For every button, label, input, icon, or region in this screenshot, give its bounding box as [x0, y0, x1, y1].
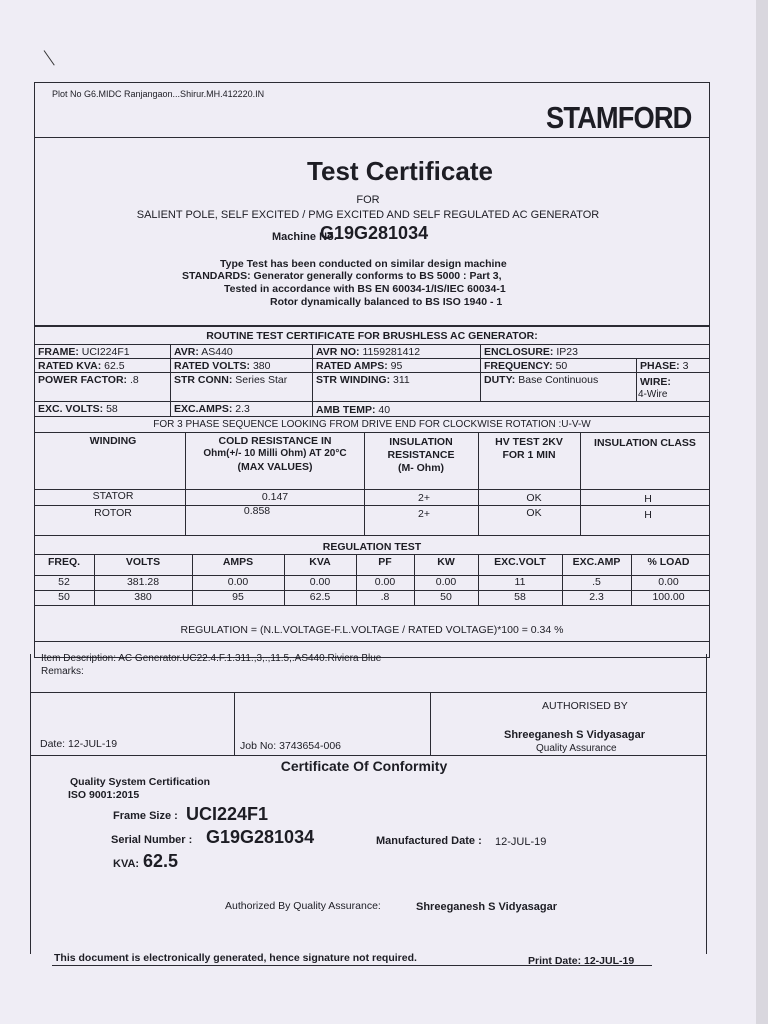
product-description: SALIENT POLE, SELF EXCITED / PMG EXCITED AND SELF REGULATED AC GENERATOR [136, 209, 600, 221]
regulation-header-cell: KVA [309, 556, 331, 568]
col-cold-2: Ohm(+/- 10 Milli Ohm) AT 20°C [203, 448, 347, 459]
frequency-field: FREQUENCY: 50 [484, 360, 568, 372]
rotor-cold: 0.858 [243, 505, 271, 517]
header-divider [34, 137, 710, 138]
regulation-heading: REGULATION TEST [322, 541, 422, 553]
col-hv-2: FOR 1 MIN [502, 449, 556, 461]
routine-heading: ROUTINE TEST CERTIFICATE FOR BRUSHLESS AC GENERATOR: [206, 330, 538, 342]
authorised-by: AUTHORISED BY [542, 700, 628, 712]
note-line-3: Tested in accordance with BS EN 60034-1/IS/IEC 60034-1 [224, 283, 506, 295]
qsc-label: Quality System Certification [70, 776, 211, 788]
stator-ins: 2+ [418, 492, 430, 504]
remarks: Remarks: [41, 666, 84, 677]
regulation-header-cell: EXC.AMP [572, 556, 621, 568]
regulation-cell: .8 [380, 591, 390, 603]
border-top [34, 82, 710, 83]
phase-sequence-note: FOR 3 PHASE SEQUENCE LOOKING FROM DRIVE END FOR CLOCKWISE ROTATION :U-V-W [153, 419, 591, 430]
regulation-header-cell: PF [378, 556, 392, 568]
stator-winding: STATOR [92, 490, 134, 502]
conformity-heading: Certificate Of Conformity [280, 758, 448, 774]
regulation-cell: 50 [440, 591, 452, 603]
footer-note: This document is electronically generated, hence signature not required. [54, 952, 417, 964]
iso-label: ISO 9001:2015 [68, 789, 140, 801]
border-left-upper [34, 82, 35, 658]
manufactured-date-value: 12-JUL-19 [495, 836, 547, 848]
regulation-cell: 0.00 [435, 576, 457, 588]
rated-kva-field: RATED KVA: 62.5 [38, 360, 125, 372]
frame-size-label: Frame Size : [113, 810, 178, 822]
regulation-header-cell: FREQ. [47, 556, 81, 568]
regulation-cell: 52 [58, 576, 70, 588]
exc-amps-field: EXC.AMPS: 2.3 [174, 403, 250, 415]
exc-volts-field: EXC. VOLTS: 58 [38, 403, 118, 415]
serial-value: G19G281034 [206, 827, 315, 847]
power-factor-field: POWER FACTOR: .8 [38, 374, 139, 386]
col-cold-3: (MAX VALUES) [237, 461, 313, 473]
avr-field: AVR: AS440 [174, 346, 233, 358]
str-winding-field: STR WINDING: 311 [316, 374, 410, 386]
brand-logo: STAMFORD [546, 100, 692, 135]
col-ins-1: INSULATION [389, 436, 453, 448]
signatory-dept: Quality Assurance [536, 743, 617, 754]
rotor-ins: 2+ [418, 508, 430, 520]
regulation-cell: 100.00 [652, 591, 685, 603]
col-winding: WINDING [89, 435, 137, 447]
col-ins-3: (M- Ohm) [397, 462, 445, 474]
regulation-cell: 381.28 [126, 576, 160, 588]
regulation-header-cell: KW [437, 556, 455, 568]
regulation-cell: 0.00 [227, 576, 249, 588]
note-line-4: Rotor dynamically balanced to BS ISO 1940 - 1 [270, 296, 503, 308]
serial-label: Serial Number : [111, 834, 193, 846]
stator-hv: OK [526, 492, 542, 504]
frame-field: FRAME: UCI224F1 [38, 346, 130, 358]
job-no: Job No: 3743654-006 [240, 740, 341, 752]
regulation-formula: REGULATION = (N.L.VOLTAGE-F.L.VOLTAGE / RATED VOLTAGE)*100 = 0.34 % [180, 624, 564, 636]
avr-no-field: AVR NO: 1159281412 [316, 346, 421, 358]
frame-size-value: UCI224F1 [186, 804, 269, 824]
machine-no-label: Machine No. [272, 231, 337, 243]
note-line-1: Type Test has been conducted on similar design machine [220, 258, 507, 270]
item-description: Item Description: AC Generator.UC22.4.F.1.311.,3,.,11.5,.AS440.Riviera Blue [41, 653, 382, 664]
sign-date: Date: 12-JUL-19 [40, 738, 118, 750]
document-title: Test Certificate [307, 156, 493, 186]
kva-value: 62.5 [143, 851, 179, 871]
address: Plot No G6.MIDC Ranjangaon...Shirur.MH.412220.IN [52, 89, 265, 99]
note-line-2: STANDARDS: Generator generally conforms to BS 5000 : Part 3, [182, 270, 502, 282]
rotor-winding: ROTOR [94, 507, 132, 519]
regulation-cell: 95 [232, 591, 244, 603]
rotor-class: H [644, 509, 652, 521]
border-right-upper [709, 82, 710, 658]
regulation-cell: 2.3 [589, 591, 604, 603]
kva-label: KVA: [113, 858, 140, 870]
print-date: Print Date: 12-JUL-19 [528, 955, 635, 967]
stator-cold: 0.147 [261, 491, 289, 503]
col-insulation-class: INSULATION CLASS [594, 437, 696, 449]
regulation-header-cell: % LOAD [647, 556, 690, 568]
regulation-cell: 0.00 [309, 576, 331, 588]
col-hv-1: HV TEST 2KV [495, 436, 563, 448]
regulation-cell: 50 [58, 591, 70, 603]
authorized-name: Shreeganesh S Vidyasagar [416, 901, 558, 913]
regulation-cell: 11 [514, 576, 526, 588]
duty-field: DUTY: Base Continuous [484, 374, 599, 386]
col-cold-1: COLD RESISTANCE IN [218, 435, 332, 447]
regulation-cell: 0.00 [658, 576, 679, 588]
rated-amps-field: RATED AMPS: 95 [316, 360, 403, 372]
regulation-cell: 62.5 [309, 591, 331, 603]
stator-class: H [644, 493, 652, 505]
regulation-cell: 58 [514, 591, 526, 603]
regulation-cell: 380 [134, 591, 152, 603]
machine-no: G19G281034 [320, 223, 429, 243]
rated-volts-field: RATED VOLTS: 380 [174, 360, 271, 372]
signatory-name: Shreeganesh S Vidyasagar [504, 729, 646, 741]
regulation-cell: 0.00 [374, 576, 396, 588]
title-for: FOR [356, 194, 380, 206]
enclosure-field: ENCLOSURE: IP23 [484, 346, 578, 358]
col-ins-2: RESISTANCE [387, 449, 455, 461]
wire-label: WIRE: [640, 376, 671, 388]
regulation-header-cell: VOLTS [125, 556, 161, 568]
str-conn-field: STR CONN: Series Star [174, 374, 288, 386]
wire-value: 4-Wire [638, 389, 668, 400]
authorized-label: Authorized By Quality Assurance: [225, 900, 381, 912]
regulation-header-cell: EXC.VOLT [494, 556, 546, 568]
pen-mark [44, 50, 55, 65]
regulation-cell: .5 [592, 576, 601, 588]
regulation-header-cell: AMPS [222, 556, 254, 568]
rotor-hv: OK [526, 507, 542, 519]
manufactured-date-label: Manufactured Date : [376, 835, 482, 847]
amb-temp-field: AMB TEMP: 40 [316, 404, 391, 416]
phase-field: PHASE: 3 [640, 360, 689, 372]
